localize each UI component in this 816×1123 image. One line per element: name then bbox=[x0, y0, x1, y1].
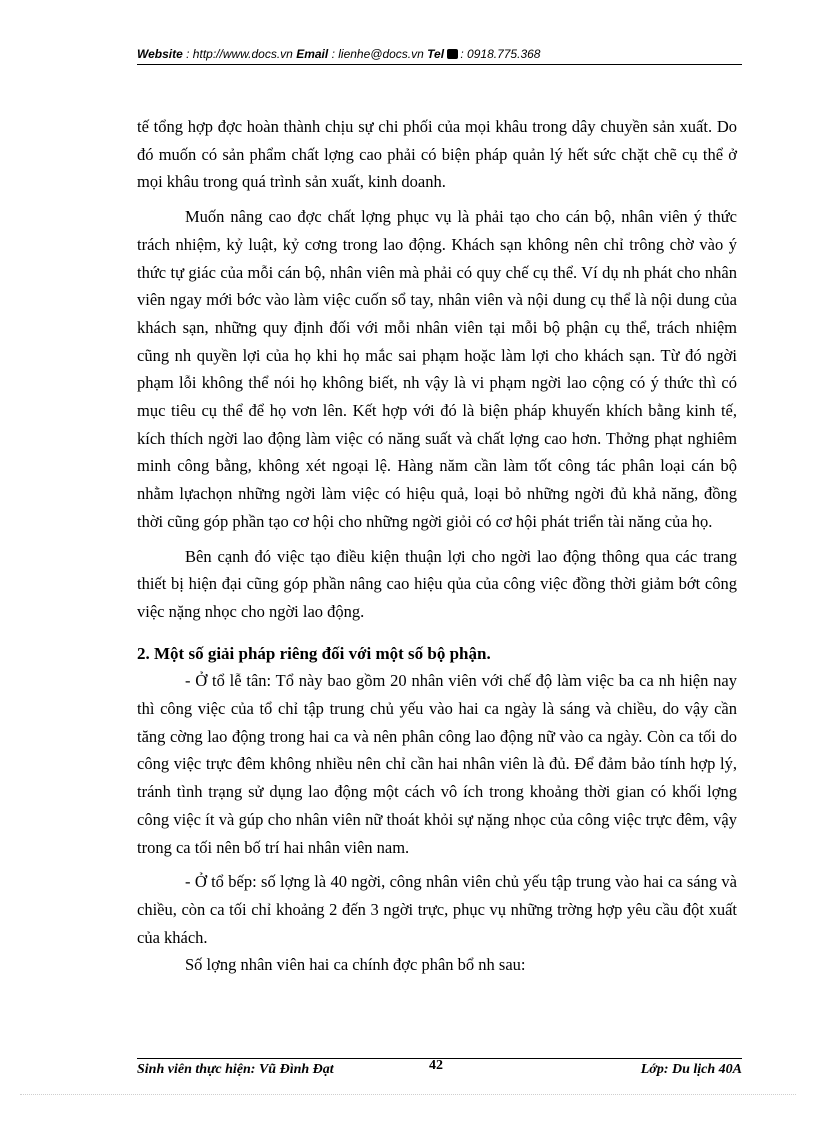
tel-label: Tel bbox=[427, 47, 445, 61]
section-paragraph-3: Số lợng nhân viên hai ca chính đợc phân bổ nh sau: bbox=[185, 955, 526, 975]
email-address[interactable]: : lienhe@docs.vn bbox=[331, 47, 424, 61]
page-footer bbox=[137, 1058, 742, 1078]
section-paragraph-1: - Ở tổ lễ tân: Tổ này bao gồm 20 nhân viên với chế độ làm việc ba ca nh hiện nay thì công việc của tổ chỉ tập trung chủ yếu vào hai ca ngày là sáng và chiều, do vậy cần tăng cờng lao động trong hai ca và nên phân công lao động nữ vào ca ngày. Còn ca tối do công việc trực đêm không nhiều nên chỉ cần hai nhân viên là đủ. Để đảm bảo tính hợp lý, tránh tình trạng sử dụng lao động một cách vô ích trong khoảng thời gian có khối lợng công việc ít và gúp cho nhân viên nữ thoát khỏi sự nặng nhọc của công việc trực đêm, vậy trong ca tối nên bố trí hai nhân viên nam. bbox=[137, 671, 737, 857]
telephone-icon bbox=[447, 49, 458, 59]
section-paragraph-2: - Ở tổ bếp: số lợng là 40 ngời, công nhân viên chủ yếu tập trung vào hai ca sáng và chiều, còn ca tối chỉ khoảng 2 đến 3 ngời trực, phục vụ những trờng hợp yêu cầu đột xuất của khách. bbox=[137, 872, 737, 947]
paragraph-1: tế tổng hợp đợc hoàn thành chịu sự chi phối của mọi khâu trong dây chuyền sản xuất. Do đó muốn có sản phẩm chất lợng cao phải có biện pháp quản lý hết sức chặt chẽ cụ thể ở mọi khâu trong quá trình sản xuất, kinh doanh. bbox=[137, 117, 737, 192]
website-label: Website bbox=[137, 47, 183, 61]
page-bottom-divider bbox=[20, 1094, 796, 1095]
paragraph-3: Bên cạnh đó việc tạo điều kiện thuận lợi cho ngời lao động thông qua các trang thiết bị hiện đại cũng góp phần nâng cao hiệu qủa của công việc đồng thời giảm bớt công việc nặng nhọc cho ngời lao động. bbox=[137, 546, 737, 621]
page-header bbox=[137, 47, 742, 65]
page-number: 42 bbox=[429, 1058, 443, 1073]
section-heading: 2. Một số giải pháp riêng đối với một số bộ phận. bbox=[137, 643, 491, 663]
website-url[interactable]: : http://www.docs.vn bbox=[186, 47, 293, 61]
footer-student: Sinh viên thực hiện: Vũ Đình Đạt bbox=[137, 1062, 334, 1077]
document-body bbox=[137, 113, 737, 979]
tel-number: : 0918.775.368 bbox=[460, 47, 541, 61]
footer-class: Lớp: Du lịch 40A bbox=[640, 1062, 742, 1077]
email-label: Email bbox=[296, 47, 329, 61]
paragraph-2: Muốn nâng cao đợc chất lợng phục vụ là phải tạo cho cán bộ, nhân viên ý thức trách nhiệm, kỷ luật, kỷ cơng trong lao động. Khách sạn không nên chỉ trông chờ vào ý thức tự giác của mỗi cán bộ, nhân viên mà phải có quy chế cụ thể. Ví dụ nh phát cho nhân viên ngay mới bớc vào làm việc cuốn sổ tay, nhân viên và nội dung cụ thể là nội dung của khách sạn, những quy định đối với mỗi nhân viên tại mỗi bộ phận cụ thể, trách nhiệm cũng nh quyền lợi của họ khi họ mắc sai phạm hoặc làm lợi cho khách sạn. Từ đó ngời phạm lỗi không thể nói họ không biết, nh vậy là vi phạm ngời lao cộng có ý thức thì có mục tiêu cụ thể để họ vơn lên. Kết hợp với đó là biện pháp khuyến khích bằng kinh tế, kích thích ngời lao động làm việc có năng suất và chất lợng cao hơn. Thởng phạt nghiêm minh công bằng, không xét ngoại lệ. Hàng năm cần làm tốt công tác phân loại cán bộ nhằm lựachọn những ngời làm việc có hiệu quả, loại bỏ những ngời đủ khả năng, đồng thời cũng góp phần tạo cơ hội cho những ngời giỏi có cơ hội phát triển tài năng của họ. bbox=[137, 207, 737, 531]
